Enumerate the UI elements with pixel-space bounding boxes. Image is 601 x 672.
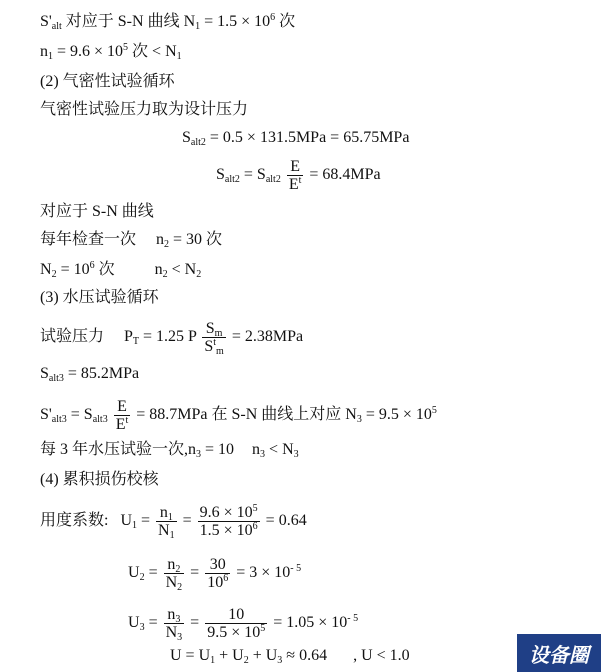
formula-salt3: $S_{alt3} = 85.2MPa$ — [40, 365, 140, 384]
fraction-u3-values: $\frac{10}{9.5 \times 10^5}$ — [207, 606, 266, 641]
fraction-n1-over-N1: $\frac{n_1}{N_1}$ — [158, 504, 175, 541]
fraction-n2-over-N2: $\frac{n_2}{N_2}$ — [165, 556, 183, 593]
watermark-logo: 设备圈 — [517, 634, 601, 672]
formula-test-pressure: 试验压力 $P_T = 1.25$ P $\frac{S_m}{S^t_m}$ = 2.38MPa — [40, 320, 304, 357]
formula-u2: $U_2$ = $\frac{n_2}{N_2}$ = $\frac{30}{10^6}$ = $3 \times 10^{- 5}$ — [128, 556, 302, 593]
fraction-n3-over-N3: $\frac{n_3}{N_3}$ — [165, 606, 183, 643]
heading-airtight-test: (2) 气密性试验循环 — [40, 73, 175, 90]
fraction-e-over-et: $\frac{E}{E^t}$ — [288, 158, 302, 193]
formula-salt2-corrected: $S_{alt2} = S_{alt2}$ $\frac{E}{E^t}$ = 68.4MPa — [216, 158, 381, 193]
formula-u1: 用度系数: $U_1$ = $\frac{n_1}{N_1}$ = $\frac{9.6 \times 10^5}{1.5 \times 10^6}$ = 0.64 — [40, 503, 307, 541]
heading-cumulative-damage: (4) 累积损伤校核 — [40, 471, 159, 488]
line-hydraulic-every-3-years: 每 3 年水压试验一次$,n_3 = 10$ $n_3 < N_3$ — [40, 441, 299, 460]
fraction-sm-over-smt: $\frac{S_m}{S^t_m}$ — [204, 320, 224, 357]
line-annual-inspection: 每年检查一次 $n_2 = 30$ 次 — [40, 231, 223, 250]
line-n2: $N_2 = 10^6$ 次 $n_2 < N_2$ — [40, 260, 202, 280]
formula-u-total: $U = U_1 + U_2 + U_3 \approx 0.64$ , U < 1.0 — [170, 647, 410, 666]
line-n1: $n_1 = 9.6 \times 10^5$ 次 < $N_1$ — [40, 42, 182, 62]
fraction-e-over-et-2: $\frac{E}{E^t}$ — [115, 398, 129, 433]
line-s-alt-sn: $S'_{alt}$ 对应于 S-N 曲线 $N_1 = 1.5 \times 10^6$ 次 — [40, 12, 296, 32]
heading-hydraulic-test: (3) 水压试验循环 — [40, 289, 159, 306]
fraction-u1-values: $\frac{9.6 \times 10^5}{1.5 \times 10^6}$ — [199, 503, 258, 539]
formula-u3: $U_3$ = $\frac{n_3}{N_3}$ = $\frac{10}{9.5 \times 10^5}$ = $1.05 \times 10^{- 5}$ — [128, 606, 359, 643]
line-corresponding-sn: 对应于 S-N 曲线 — [40, 203, 154, 220]
fraction-u2-values: $\frac{30}{10^6}$ — [207, 556, 229, 591]
formula-salt3-corrected: $S'_{alt3} = S_{alt3}$ $\frac{E}{E^t}$ = 88.7MPa 在 S-N 曲线上对应 $N_3 = 9.5 \times 10^5$ — [40, 398, 437, 433]
line-airtight-pressure: 气密性试验压力取为设计压力 — [40, 101, 249, 118]
formula-salt2-value: $S_{alt2} = 0.5 \times 131.5MPa = 65.75MPa$ — [182, 129, 410, 148]
